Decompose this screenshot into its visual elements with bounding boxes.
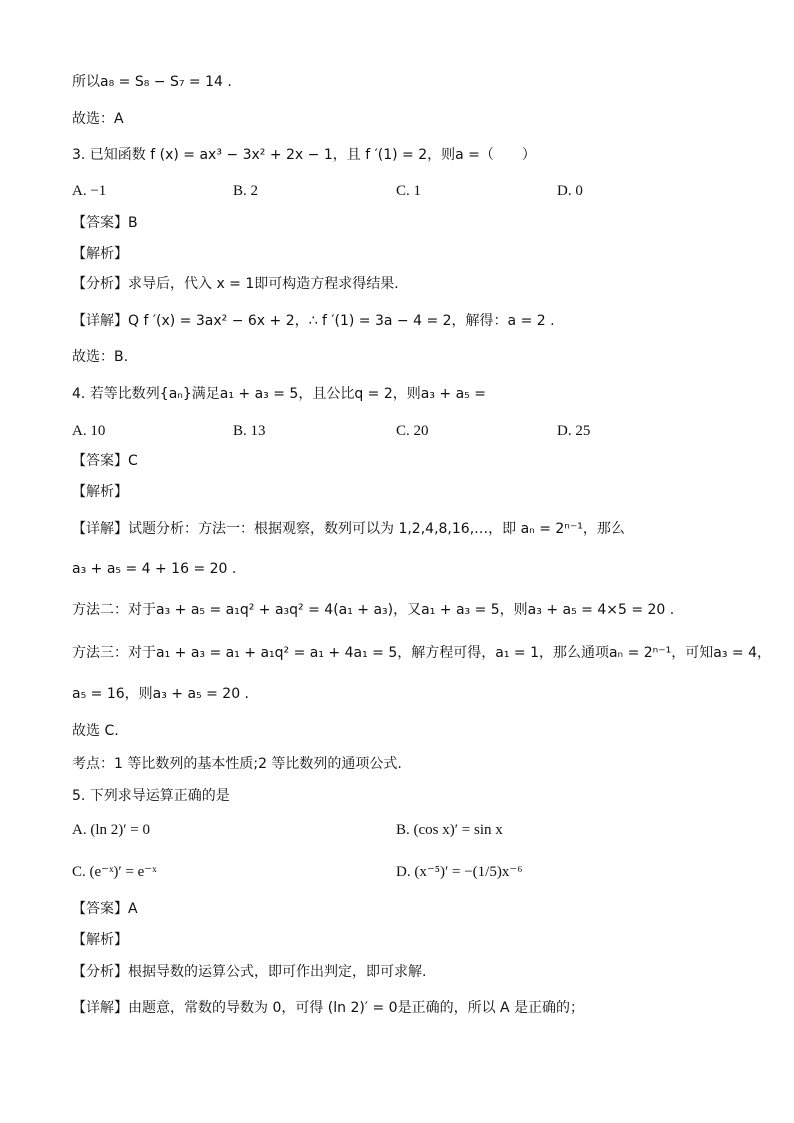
q4-option-b: B. 13 — [233, 423, 266, 439]
text-line: 【详解】由题意，常数的导数为 0，可得 (ln 2)′ = 0是正确的，所以 A 是正确的； — [72, 1000, 585, 1016]
text-line: 方法三：对于a₁ + a₃ = a₁ + a₁q² = a₁ + 4a₁ = 5，解方程可得，a₁ = 1，那么通项aₙ = 2ⁿ⁻¹，可知a₃ = 4， — [72, 645, 771, 661]
answer-label: 【答案】A — [72, 901, 138, 917]
q5-option-d: D. (x⁻⁵)′ = −(1/5)x⁻⁶ — [396, 864, 523, 880]
analysis-label: 【解析】 — [72, 484, 128, 500]
question-5-stem: 5. 下列求导运算正确的是 — [72, 788, 230, 804]
text-line: 故选：A — [72, 111, 124, 127]
q3-option-c: C. 1 — [396, 183, 422, 199]
q3-option-a: A. −1 — [72, 183, 107, 199]
analysis-label: 【解析】 — [72, 246, 128, 262]
q5-option-b: B. (cos x)′ = sin x — [396, 822, 503, 838]
q4-option-a: A. 10 — [72, 423, 106, 439]
text-line: a₅ = 16，则a₃ + a₅ = 20 . — [72, 686, 249, 702]
q3-option-b: B. 2 — [233, 183, 259, 199]
text-line: 【分析】根据导数的运算公式，即可作出判定，即可求解. — [72, 964, 427, 980]
text-line: 故选 C. — [72, 723, 119, 739]
q3-option-d: D. 0 — [557, 183, 583, 199]
question-4-stem: 4. 若等比数列{aₙ}满足a₁ + a₃ = 5，且公比q = 2，则a₃ + a₅ = — [72, 386, 486, 402]
q4-option-d: D. 25 — [557, 423, 591, 439]
analysis-label: 【解析】 — [72, 932, 128, 948]
q5-option-c: C. (e⁻ˣ)′ = e⁻ˣ — [72, 864, 157, 880]
text-line: 【详解】Q f ′(x) = 3ax² − 6x + 2，∴ f ′(1) = 3a − 4 = 2，解得：a = 2 . — [72, 313, 555, 329]
q4-option-c: C. 20 — [396, 423, 429, 439]
text-line: 【分析】求导后，代入 x = 1即可构造方程求得结果. — [72, 276, 399, 292]
answer-label: 【答案】B — [72, 215, 138, 231]
q5-option-a: A. (ln 2)′ = 0 — [72, 822, 150, 838]
text-line: 方法二：对于a₃ + a₅ = a₁q² + a₃q² = 4(a₁ + a₃)，又a₁ + a₃ = 5，则a₃ + a₅ = 4×5 = 20 . — [72, 602, 675, 618]
question-3-stem: 3. 已知函数 f (x) = ax³ − 3x² + 2x − 1，且 f ′(1) = 2，则a =（ ） — [72, 147, 536, 163]
text-line: 所以a₈ = S₈ − S₇ = 14 . — [72, 74, 232, 90]
text-line: 【详解】试题分析：方法一：根据观察，数列可以为 1,2,4,8,16,…，即 aₙ = 2ⁿ⁻¹，那么 — [72, 521, 625, 537]
answer-label: 【答案】C — [72, 453, 138, 469]
text-line: a₃ + a₅ = 4 + 16 = 20 . — [72, 561, 237, 577]
text-line: 故选：B. — [72, 349, 129, 365]
text-line: 考点：1 等比数列的基本性质;2 等比数列的通项公式. — [72, 756, 402, 772]
